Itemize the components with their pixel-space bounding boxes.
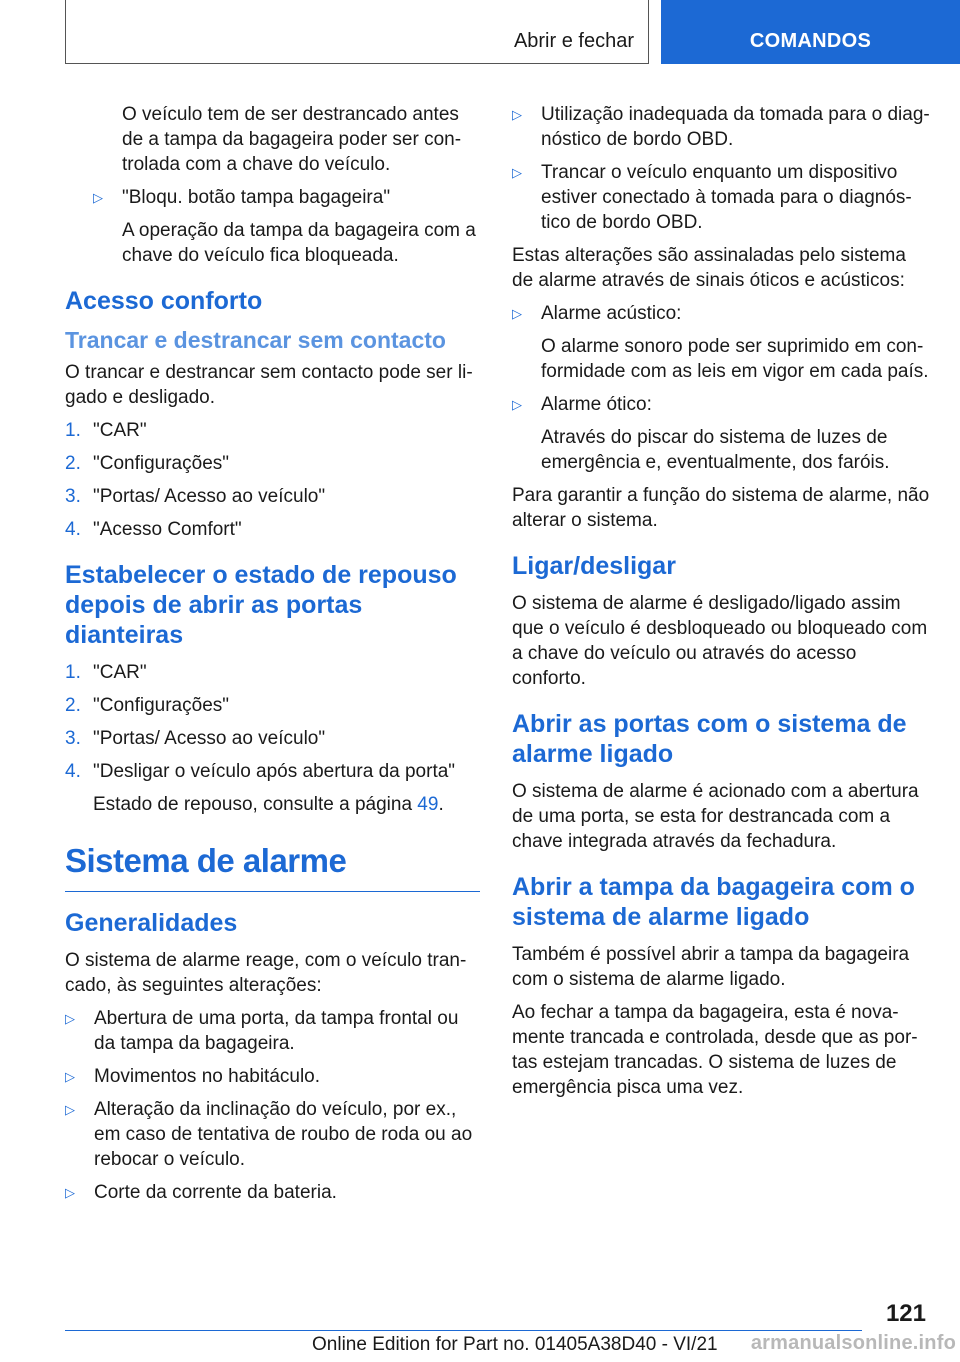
- footer-edition: Online Edition for Part no. 01405A38D40 - VI/21: [312, 1334, 718, 1355]
- paragraph: Também é possível abrir a tampa da bagageira com o sistema de alarme ligado.: [512, 944, 910, 990]
- list-item: [65, 693, 480, 718]
- list-item: [512, 392, 930, 417]
- list-item-text: Alteração da inclinação do veículo, por ex., em caso de tentativa de roubo de roda ou ao rebocar o veículo.: [94, 1099, 473, 1170]
- heading-generalidades: Generalidades: [65, 909, 238, 937]
- header-section-title: Abrir e fechar: [513, 30, 634, 52]
- list-number: 3.: [65, 728, 81, 749]
- triangle-right-icon: ▷: [512, 397, 522, 412]
- list-item-description: A operação da tampa da bagageira com a chave do veículo fica bloqueada.: [122, 220, 476, 266]
- list-item: [65, 484, 480, 509]
- paragraph: O sistema de alarme reage, com o veículo trancado, às seguintes alterações:: [65, 950, 467, 996]
- heading-trancar: Trancar e destrancar sem contacto: [65, 327, 446, 353]
- list-number: 4.: [65, 761, 81, 782]
- list-item-text: Abertura de uma porta, da tampa frontal ou da tampa da bagageira.: [94, 1008, 459, 1054]
- paragraph: Estas alterações são assinaladas pelo sistema de alarme através de sinais óticos e acústicos:: [512, 245, 906, 291]
- header-chapter-tab[interactable]: COMANDOS: [661, 0, 960, 64]
- list-number: 4.: [65, 519, 81, 540]
- list-item-text: "Desligar o veículo após abertura da porta": [93, 761, 456, 782]
- list-item-text: Utilização inadequada da tomada para o diagnóstico de bordo OBD.: [541, 104, 930, 150]
- list-item: [65, 1006, 480, 1056]
- heading-abrir-tampa: Abrir a tampa da bagageira com o sistema de alarme ligado: [512, 873, 915, 931]
- cross-reference-text: Estado de repouso, consulte a página: [93, 794, 413, 815]
- list-item: [65, 517, 480, 542]
- left-column: [65, 102, 480, 1213]
- list-item-text: Trancar o veículo enquanto um dispositivo estiver conectado à tomada para o diagnóstico de bordo OBD.: [541, 162, 912, 233]
- numbered-list: [65, 418, 480, 542]
- list-item: [65, 726, 480, 751]
- list-item-description: O alarme sonoro pode ser suprimido em conformidade com as leis em vigor em cada país.: [541, 336, 929, 382]
- list-item-description: [65, 792, 480, 817]
- punctuation: .: [438, 794, 444, 815]
- heading-estado-repouso: Estabelecer o estado de repouso depois de abrir as portas dianteiras: [65, 561, 457, 649]
- list-item: [512, 301, 930, 326]
- heading-abrir-portas: Abrir as portas com o sistema de alarme ligado: [512, 710, 907, 768]
- list-item-text: Corte da corrente da bateria.: [94, 1182, 337, 1203]
- list-item: [65, 451, 480, 476]
- page-number: 121: [885, 1300, 926, 1327]
- list-item: [65, 1180, 480, 1205]
- paragraph: O trancar e destrancar sem contacto pode ser ligado e desligado.: [65, 362, 473, 408]
- footer-divider: [65, 1330, 862, 1331]
- triangle-right-icon: ▷: [512, 306, 522, 321]
- list-item-text: Movimentos no habitáculo.: [94, 1066, 321, 1087]
- right-column: [512, 102, 930, 1108]
- list-item-text: "Portas/ Acesso ao veículo": [93, 486, 326, 507]
- list-item-text: "CAR": [93, 662, 147, 683]
- list-item-text: "Acesso Comfort": [93, 519, 242, 540]
- list-item-text: "Configurações": [93, 453, 230, 474]
- list-number: 2.: [65, 695, 81, 716]
- list-item: [65, 418, 480, 443]
- list-number: 2.: [65, 453, 81, 474]
- list-item-text: Alarme ótico:: [541, 394, 652, 415]
- heading-ligar-desligar: Ligar/desligar: [512, 552, 676, 580]
- list-item-text: "Bloqu. botão tampa bagageira": [122, 187, 391, 208]
- heading-acesso-conforto: Acesso conforto: [65, 287, 263, 315]
- triangle-right-icon: ▷: [65, 1185, 75, 1200]
- page-link[interactable]: 49: [417, 794, 439, 815]
- paragraph: O sistema de alarme é desligado/ligado assim que o veículo é desbloqueado ou bloqueado com a chave do veículo ou através do acesso conforto.: [512, 593, 928, 689]
- triangle-right-icon: ▷: [93, 190, 103, 205]
- watermark: armanualsonline.info: [750, 1332, 956, 1354]
- paragraph: Ao fechar a tampa da bagageira, esta é novamente trancada e controlada, desde que as portas estejam trancadas. O sistema de luzes de emergência pisca uma vez.: [512, 1002, 918, 1098]
- list-item: [65, 1064, 480, 1089]
- list-item: [93, 185, 480, 210]
- list-item: [65, 759, 480, 784]
- heading-sistema-alarme: Sistema de alarme: [65, 841, 480, 892]
- list-number: 3.: [65, 486, 81, 507]
- list-item-text: Alarme acústico:: [541, 303, 682, 324]
- list-item-text: "CAR": [93, 420, 147, 441]
- list-item: [512, 102, 930, 152]
- triangle-right-icon: ▷: [512, 165, 522, 180]
- list-item-description: Através do piscar do sistema de luzes de emergência e, eventualmente, dos faróis.: [541, 427, 890, 473]
- triangle-right-icon: ▷: [65, 1102, 75, 1117]
- list-number: 1.: [65, 662, 81, 683]
- numbered-list: [65, 660, 480, 817]
- list-item-text: "Portas/ Acesso ao veículo": [93, 728, 326, 749]
- triangle-right-icon: ▷: [512, 107, 522, 122]
- header-frame: [65, 0, 649, 64]
- paragraph: O sistema de alarme é acionado com a abertura de uma porta, se esta for destrancada com a chave integrada através da fechadura.: [512, 781, 919, 852]
- list-item-text: "Configurações": [93, 695, 230, 716]
- paragraph: Para garantir a função do sistema de alarme, não alterar o sistema.: [512, 485, 930, 531]
- list-item: [512, 160, 930, 235]
- list-item: [65, 1097, 480, 1172]
- list-item: [65, 660, 480, 685]
- triangle-right-icon: ▷: [65, 1069, 75, 1084]
- paragraph: O veículo tem de ser destrancado antes de a tampa da bagageira poder ser controlada com a chave do veículo.: [122, 104, 462, 175]
- list-number: 1.: [65, 420, 81, 441]
- triangle-right-icon: ▷: [65, 1011, 75, 1026]
